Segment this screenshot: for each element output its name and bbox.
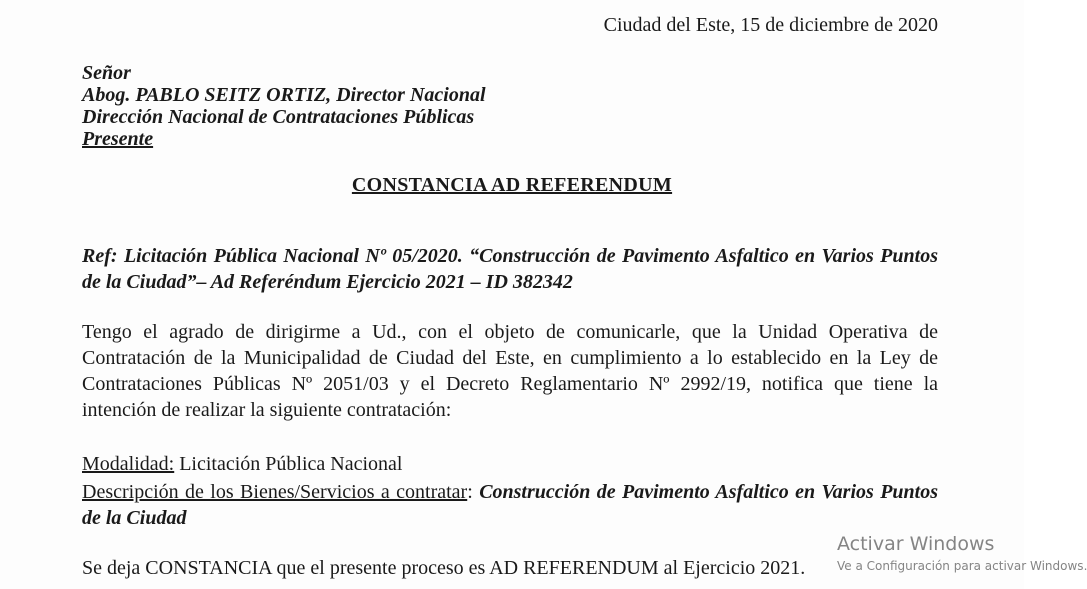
descripcion-label: Descripción de los Bienes/Servicios a contratar <box>82 481 468 503</box>
modalidad-value: Licitación Pública Nacional <box>179 453 403 475</box>
modalidad-line <box>82 452 402 476</box>
descripcion-separator: : <box>467 481 473 503</box>
addressee-salutation: Señor <box>82 62 131 84</box>
addressee-name: Abog. PABLO SEITZ ORTIZ, Director Nacional <box>82 84 486 106</box>
modalidad-label: Modalidad: <box>82 453 175 475</box>
body-paragraph: Tengo el agrado de dirigirme a Ud., con el objeto de comunicarle, que la Unidad Operativa de Contratación de la Municipalidad de Ciudad del Este, en cumplimiento a lo establecido en la Ley de Contrataciones Públicas Nº 2051/03 y el Decreto Reglamentario Nº 2992/19, notifica que tiene la intención de realizar la siguiente contratación: <box>82 321 938 421</box>
document-title: CONSTANCIA AD REFERENDUM <box>351 174 673 196</box>
reference-paragraph: Ref: Licitación Pública Nacional Nº 05/2020. “Construcción de Pavimento Asfaltico en Varios Puntos de la Ciudad”– Ad Referéndum Ejercicio 2021 – ID 382342 <box>82 245 938 293</box>
addressee-office: Dirección Nacional de Contrataciones Públicas <box>82 106 475 128</box>
watermark-title: Activar Windows <box>837 533 995 555</box>
constancia-paragraph: Se deja CONSTANCIA que el presente proceso es AD REFERENDUM al Ejercicio 2021. <box>82 557 806 579</box>
letter-date: Ciudad del Este, 15 de diciembre de 2020 <box>603 14 938 36</box>
descripcion-line <box>82 479 938 531</box>
addressee-block <box>82 62 486 150</box>
addressee-presente: Presente <box>82 128 154 150</box>
descripcion-value: Construcción de Pavimento Asfaltico en Varios Puntos de la Ciudad <box>82 481 939 529</box>
windows-activation-watermark <box>837 532 1087 574</box>
watermark-subtitle: Ve a Configuración para activar Windows. <box>837 559 1087 573</box>
